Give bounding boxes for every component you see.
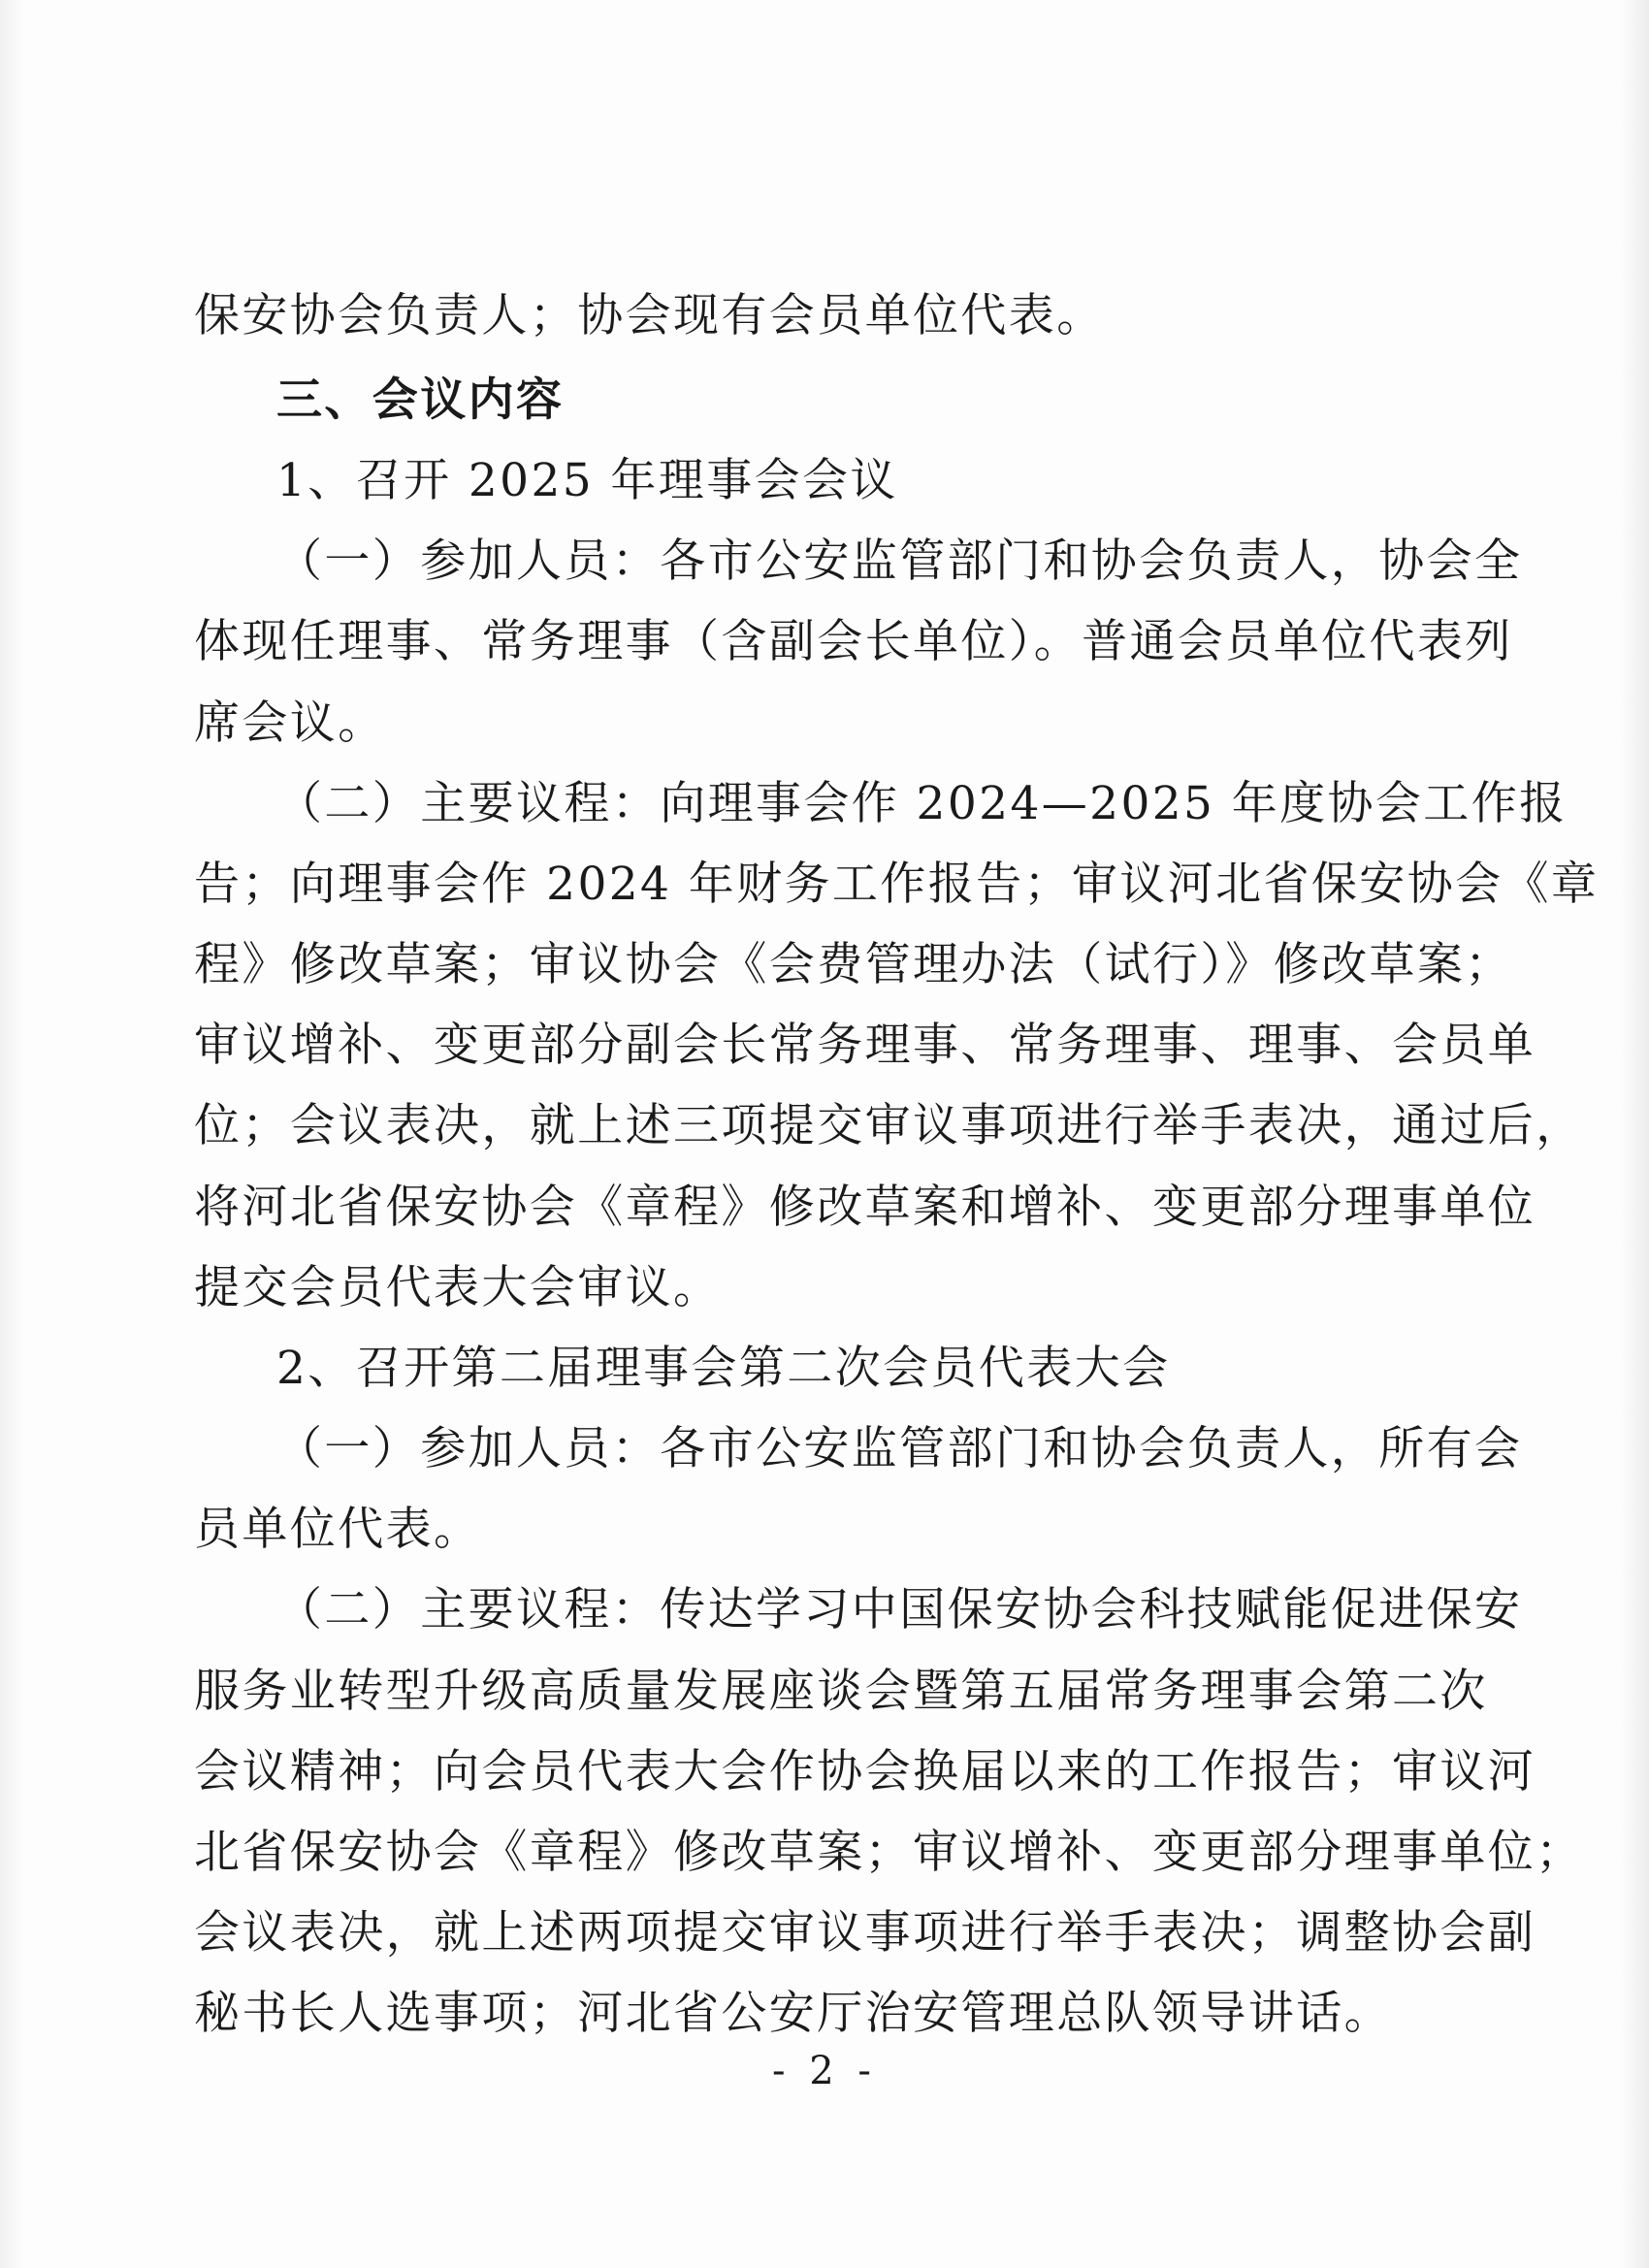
text-line: 将河北省保安协会《章程》修改草案和增补、变更部分理事单位 (194, 1181, 1536, 1234)
subsection-heading: 2、召开第二届理事会第二次会员代表大会 (276, 1342, 1171, 1395)
text-line: 会议精神；向会员代表大会作协会换届以来的工作报告；审议河 (194, 1745, 1536, 1798)
text-line: 告；向理事会作 2024 年财务工作报告；审议河北省保安协会《章 (194, 858, 1600, 911)
text-line: 员单位代表。 (194, 1503, 482, 1556)
text-line: （一）参加人员：各市公安监管部门和协会负责人，所有会 (276, 1422, 1523, 1475)
text-line: 保安协会负责人；协会现有会员单位代表。 (194, 289, 1105, 342)
text-line: 提交会员代表大会审议。 (194, 1261, 722, 1314)
text-line: 程》修改草案；审议协会《会费管理办法（试行）》修改草案； (194, 938, 1513, 991)
text-line: 北省保安协会《章程》修改草案；审议增补、变更部分理事单位； (194, 1826, 1584, 1879)
scan-edge-right (1620, 0, 1649, 2268)
scan-edge-left (0, 0, 23, 2268)
text-line: （二）主要议程：向理事会作 2024—2025 年度协会工作报 (276, 777, 1568, 830)
text-line: 席会议。 (194, 697, 386, 750)
page-number: - 2 - (772, 2049, 877, 2093)
text-line: 服务业转型升级高质量发展座谈会暨第五届常务理事会第二次 (194, 1665, 1488, 1718)
text-line: 审议增补、变更部分副会长常务理事、常务理事、理事、会员单 (194, 1019, 1536, 1072)
text-line: 会议表决，就上述两项提交审议事项进行举手表决；调整协会副 (194, 1906, 1536, 1960)
text-line: 秘书长人选事项；河北省公安厅治安管理总队领导讲话。 (194, 1987, 1392, 2040)
text-line: 位；会议表决，就上述三项提交审议事项进行举手表决，通过后， (194, 1099, 1584, 1152)
subsection-heading: 1、召开 2025 年理事会会议 (276, 454, 898, 507)
text-line: （二）主要议程：传达学习中国保安协会科技赋能促进保安 (276, 1583, 1523, 1636)
text-line: 体现任理事、常务理事（含副会长单位）。普通会员单位代表列 (194, 615, 1513, 668)
section-heading: 三、会议内容 (276, 373, 565, 427)
text-line: （一）参加人员：各市公安监管部门和协会负责人，协会全 (276, 535, 1523, 588)
